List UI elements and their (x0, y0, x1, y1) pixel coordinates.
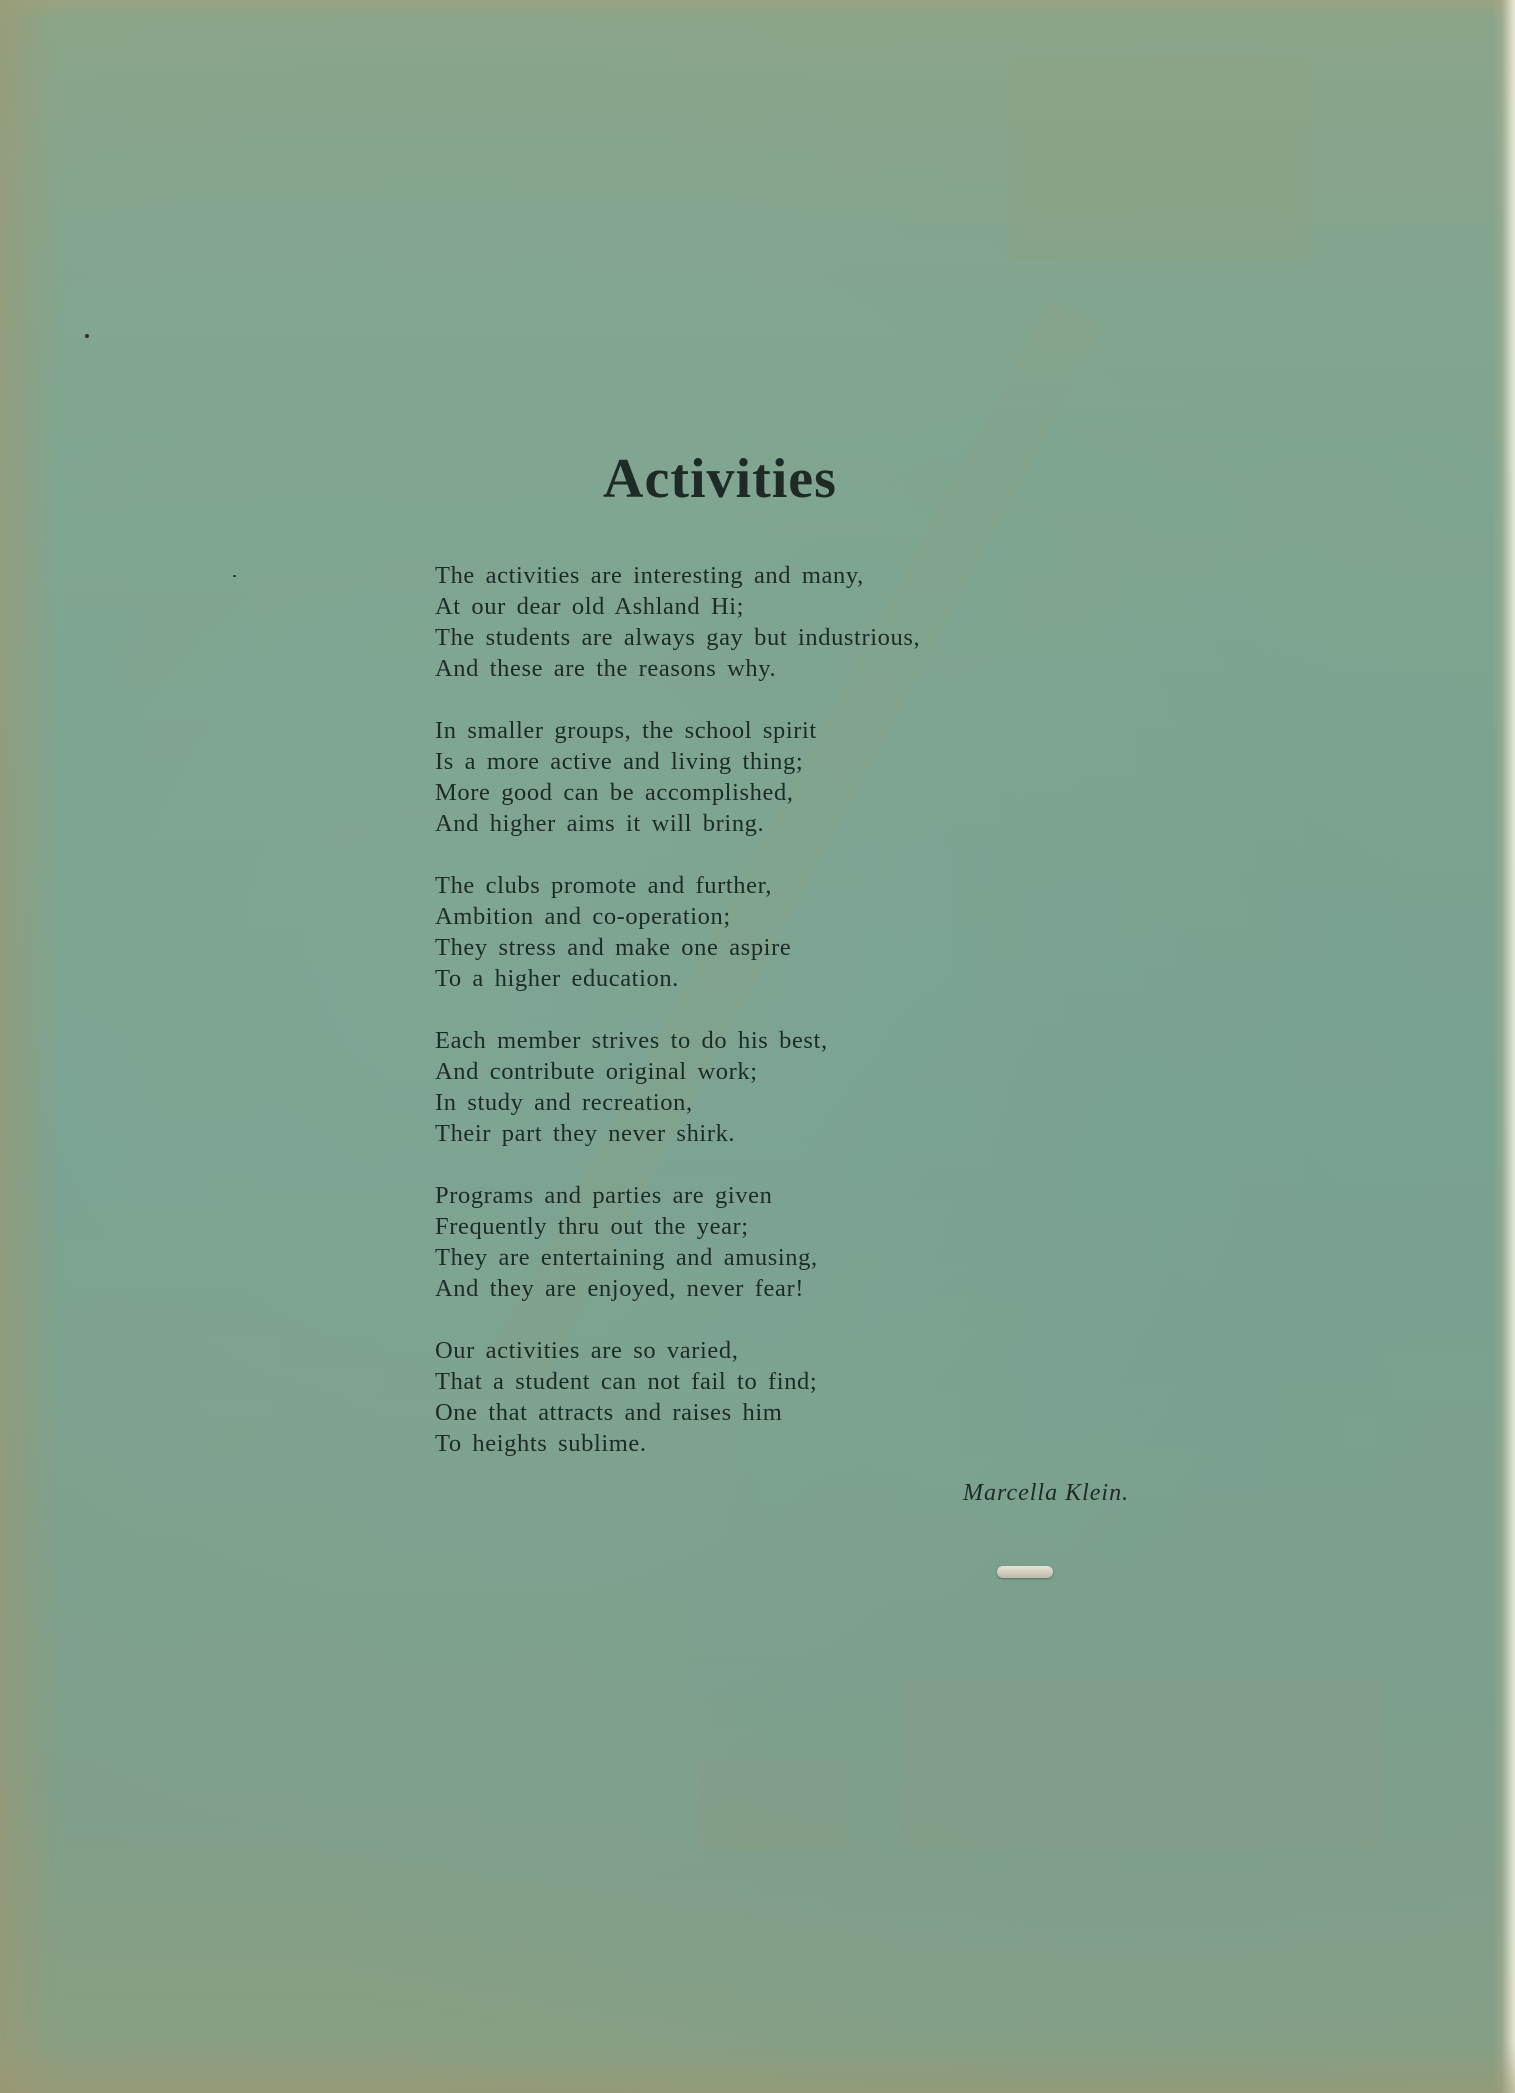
poem-line: To a higher education. (435, 965, 679, 992)
poem-line: In study and recreation, (435, 1089, 693, 1116)
poem-line: The activities are interesting and many, (435, 562, 864, 589)
ink-speck (85, 334, 89, 338)
poem-line: At our dear old Ashland Hi; (435, 593, 745, 620)
poem-stanza (435, 1025, 1035, 1149)
poem-line: And these are the reasons why. (435, 655, 777, 682)
poem-stanza (435, 1180, 1035, 1304)
show-through-mark (900, 1680, 1380, 1850)
poem-line: The clubs promote and further, (435, 872, 773, 899)
poem-line: Ambition and co-operation; (435, 903, 731, 930)
paper-left-edge (0, 0, 60, 2093)
poem-stanza (435, 560, 1035, 684)
paper-top-edge (0, 0, 1515, 20)
poem-line: Their part they never shirk. (435, 1120, 736, 1147)
poem-line: Frequently thru out the year; (435, 1213, 749, 1240)
poem-line: And contribute original work; (435, 1058, 758, 1085)
poem-line: Programs and parties are given (435, 1182, 773, 1209)
poem-stanza (435, 870, 1035, 994)
poem-line: And they are enjoyed, never fear! (435, 1275, 805, 1302)
poem-line: That a student can not fail to find; (435, 1368, 818, 1395)
poem-line: More good can be accomplished, (435, 779, 794, 806)
poem-stanza (435, 715, 1035, 839)
poem-line: One that attracts and raises him (435, 1399, 783, 1426)
poem-line: To heights sublime. (435, 1430, 647, 1457)
show-through-mark (700, 1760, 850, 1850)
ink-speck (233, 575, 236, 577)
poem-body (435, 560, 1035, 1490)
poem-line: Each member strives to do his best, (435, 1027, 828, 1054)
poem-line: In smaller groups, the school spirit (435, 717, 817, 744)
poem-line: Is a more active and living thing; (435, 748, 804, 775)
show-through-mark (1010, 60, 1310, 260)
poem-line: Our activities are so varied, (435, 1337, 739, 1364)
page-title: Activities (603, 448, 837, 510)
poem-line: And higher aims it will bring. (435, 810, 765, 837)
poem-line: They are entertaining and amusing, (435, 1244, 818, 1271)
poem-line: They stress and make one aspire (435, 934, 792, 961)
paper-tear-mark (997, 1566, 1053, 1578)
poem-line: The students are always gay but industrious, (435, 624, 921, 651)
paper-right-edge (1493, 0, 1515, 2093)
poem-stanza (435, 1335, 1035, 1459)
paper-bottom-edge (0, 2043, 1515, 2093)
author-signature: Marcella Klein. (963, 1480, 1130, 1506)
